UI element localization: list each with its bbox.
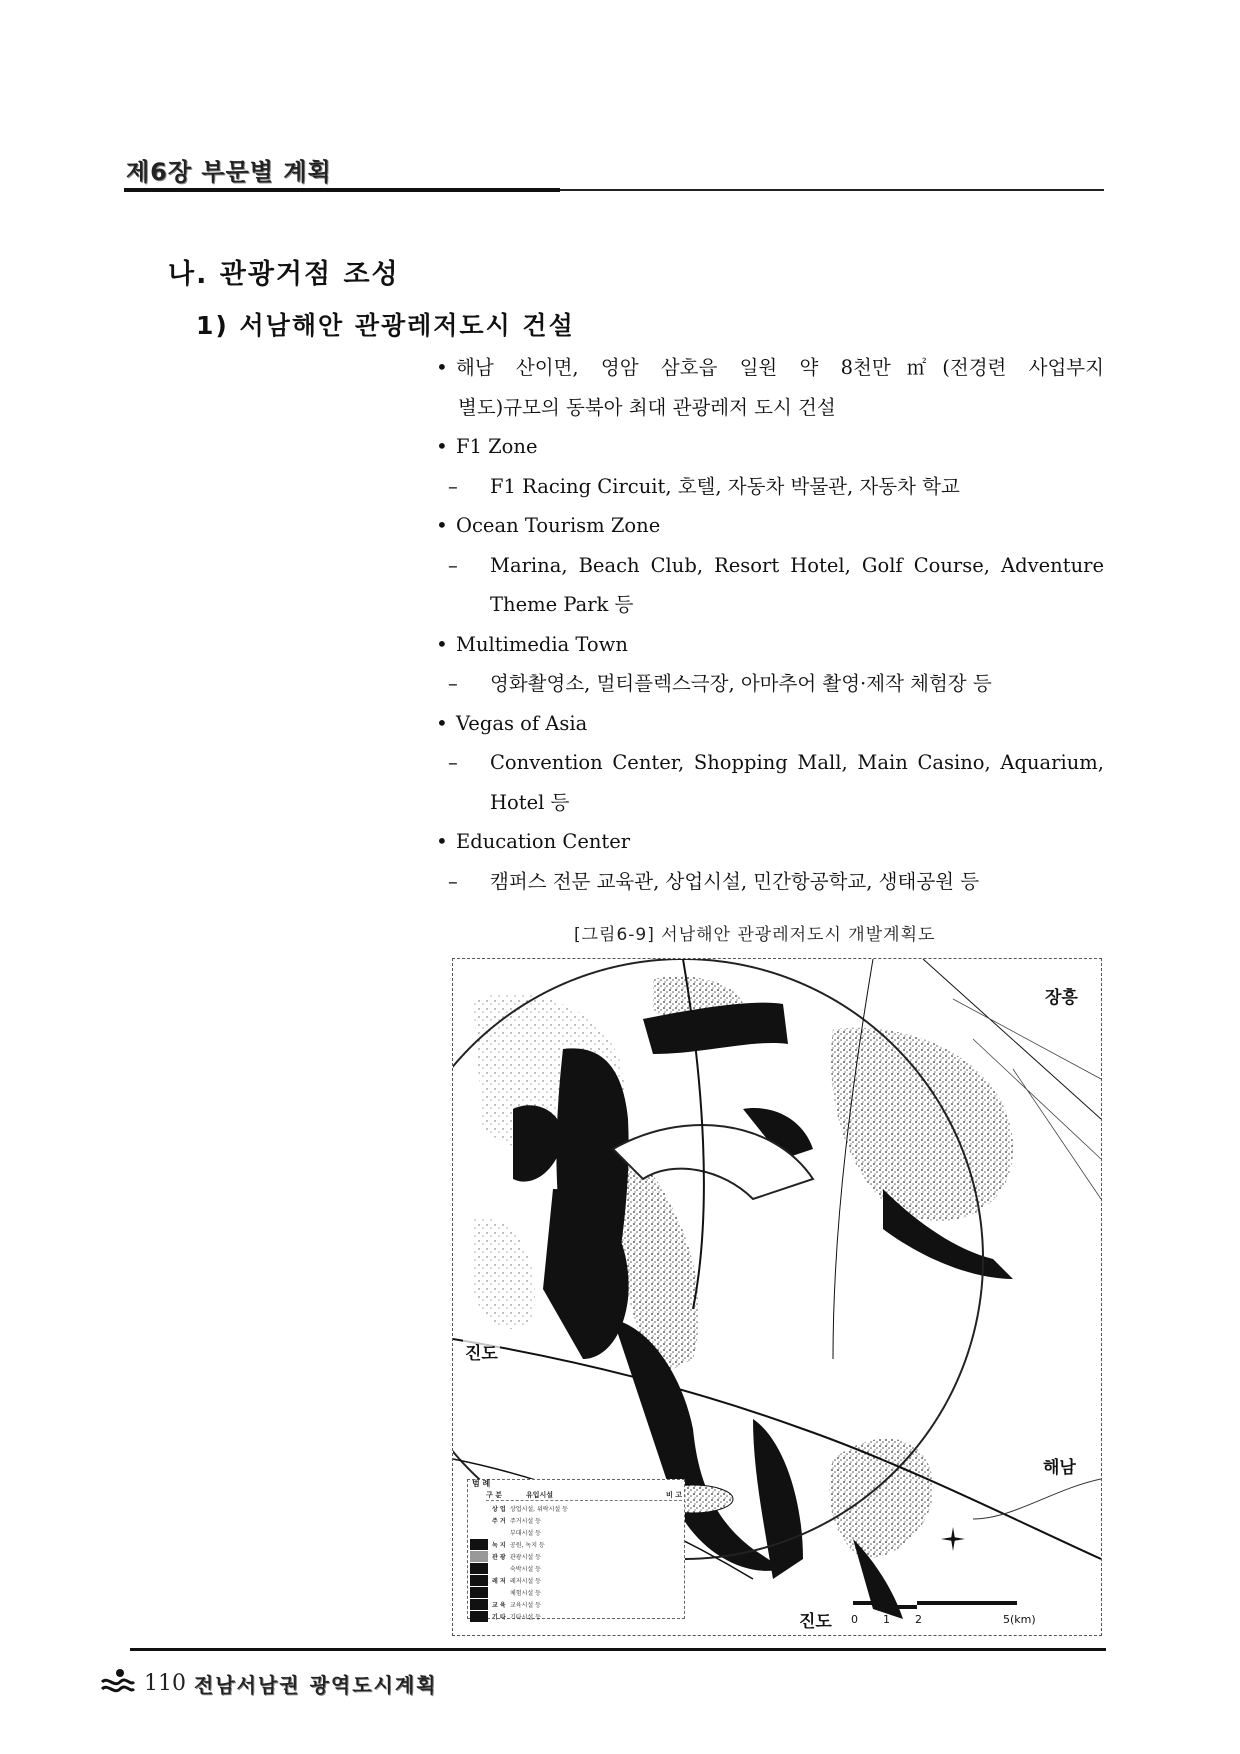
scale-tick-5km: 5(km)	[1003, 1613, 1036, 1626]
subsection-title: 1) 서남해안 관광레저도시 건설	[196, 311, 575, 340]
dash-mark: –	[448, 751, 458, 774]
body-content	[436, 348, 1104, 901]
legend-desc: 체험시설 등	[510, 1589, 541, 1597]
map-label-jindo-bottom: 진도	[797, 1607, 834, 1632]
scale-bar	[851, 1599, 1036, 1629]
legend-category: 기 타	[492, 1613, 506, 1621]
map-legend	[467, 1479, 685, 1619]
wave-logo-icon	[100, 1668, 136, 1698]
footer-rule	[130, 1648, 1106, 1651]
zone-detail-text: Marina, Beach Club, Resort Hotel, Golf Course, Adventure	[490, 553, 1104, 577]
legend-row	[470, 1514, 682, 1526]
zone-bullet-vegas: • Vegas of Asia	[436, 704, 1104, 744]
dash-mark: –	[448, 553, 458, 577]
legend-title: 범 례	[472, 1479, 491, 1488]
legend-desc: 상업시설, 위락시설 등	[510, 1505, 568, 1513]
zone-bullet-f1: • F1 Zone	[436, 427, 1104, 467]
legend-row	[470, 1526, 682, 1538]
legend-header-facilities: 유입시설	[526, 1491, 554, 1499]
legend-header-category: 구 분	[486, 1491, 502, 1499]
zone-detail-ocean-cont: Theme Park 등	[490, 593, 634, 616]
zone-bullet-ocean: • Ocean Tourism Zone	[436, 506, 1104, 546]
scale-tick-0: 0	[851, 1613, 858, 1626]
zone-bullet-multimedia: • Multimedia Town	[436, 625, 1104, 665]
legend-category: 레 저	[492, 1577, 506, 1585]
legend-header-note: 비 고	[666, 1491, 682, 1499]
legend-category: 상 업	[492, 1505, 506, 1513]
scale-tick-1: 1	[883, 1613, 890, 1626]
legend-desc: 레저시설 등	[510, 1577, 541, 1585]
legend-category: 주 거	[492, 1517, 506, 1525]
legend-row	[470, 1598, 682, 1610]
legend-desc: 주거시설 등	[510, 1517, 541, 1525]
zone-detail-education	[448, 862, 1104, 902]
map-label-jangheung: 장흥	[1043, 983, 1080, 1008]
zone-detail-vegas	[448, 743, 1104, 783]
legend-category: 관 광	[492, 1553, 506, 1561]
dash-mark: –	[448, 474, 458, 498]
chapter-header: 제6장 부문별 계획	[126, 158, 332, 186]
legend-row	[470, 1502, 682, 1514]
legend-category: 교 육	[492, 1601, 506, 1609]
zone-detail-ocean	[448, 546, 1104, 586]
legend-row	[470, 1538, 682, 1550]
legend-desc: 숙박시설 등	[510, 1565, 541, 1573]
scale-tick-2: 2	[915, 1613, 922, 1626]
legend-row	[470, 1562, 682, 1574]
figure-caption: [그림6-9] 서남해안 관광레저도시 개발계획도	[574, 925, 936, 945]
intro-line-2: 별도)규모의 동북아 최대 관광레저 도시 건설	[458, 395, 836, 419]
header-rule-thick	[124, 188, 560, 192]
legend-rows	[470, 1502, 682, 1622]
development-plan-map	[452, 958, 1102, 1636]
scale-bar-graphic	[853, 1599, 1033, 1613]
intro-line-1: 해남 산이면, 영암 삼호읍 일원 약 8천만㎡(전경련 사업부지	[456, 356, 1104, 379]
legend-row	[470, 1574, 682, 1586]
map-label-jindo-west: 진도	[463, 1339, 500, 1364]
legend-desc: 공원, 녹지 등	[510, 1541, 545, 1549]
zone-detail-text: 영화촬영소, 멀티플렉스극장, 아마추어 촬영·제작 체험장 등	[490, 672, 992, 695]
legend-row	[470, 1610, 682, 1622]
legend-desc: 교육시설 등	[510, 1601, 541, 1609]
legend-category: 녹 지	[492, 1541, 506, 1549]
dash-mark: –	[448, 672, 458, 695]
zone-detail-text: 캠퍼스 전문 교육관, 상업시설, 민간항공학교, 생태공원 등	[490, 869, 980, 893]
map-label-haenam: 해남	[1041, 1453, 1078, 1478]
legend-desc: 관광시설 등	[510, 1553, 541, 1561]
legend-row	[470, 1586, 682, 1598]
legend-row	[470, 1550, 682, 1562]
zone-detail-multimedia	[448, 664, 1104, 704]
zone-detail-text: F1 Racing Circuit, 호텔, 자동차 박물관, 자동차 학교	[490, 474, 960, 498]
zone-detail-vegas-cont: Hotel 등	[490, 790, 570, 814]
page-number: 110	[144, 1670, 186, 1696]
page-footer	[100, 1668, 437, 1698]
document-title: 전남서남권 광역도시계획	[194, 1672, 438, 1697]
legend-desc: 기타시설 등	[510, 1613, 541, 1621]
legend-desc: 부대시설 등	[510, 1529, 541, 1537]
dash-mark: –	[448, 869, 458, 893]
zone-bullet-education: • Education Center	[436, 822, 1104, 862]
legend-header	[486, 1490, 682, 1501]
header-rule-thin	[560, 189, 1104, 191]
compass-icon	[941, 1527, 965, 1551]
section-title: 나. 관광거점 조성	[168, 259, 400, 290]
zone-detail-text: Convention Center, Shopping Mall, Main Casino, Aquarium,	[490, 751, 1104, 774]
zone-detail-f1	[448, 467, 1104, 507]
intro-bullet	[436, 348, 1104, 388]
